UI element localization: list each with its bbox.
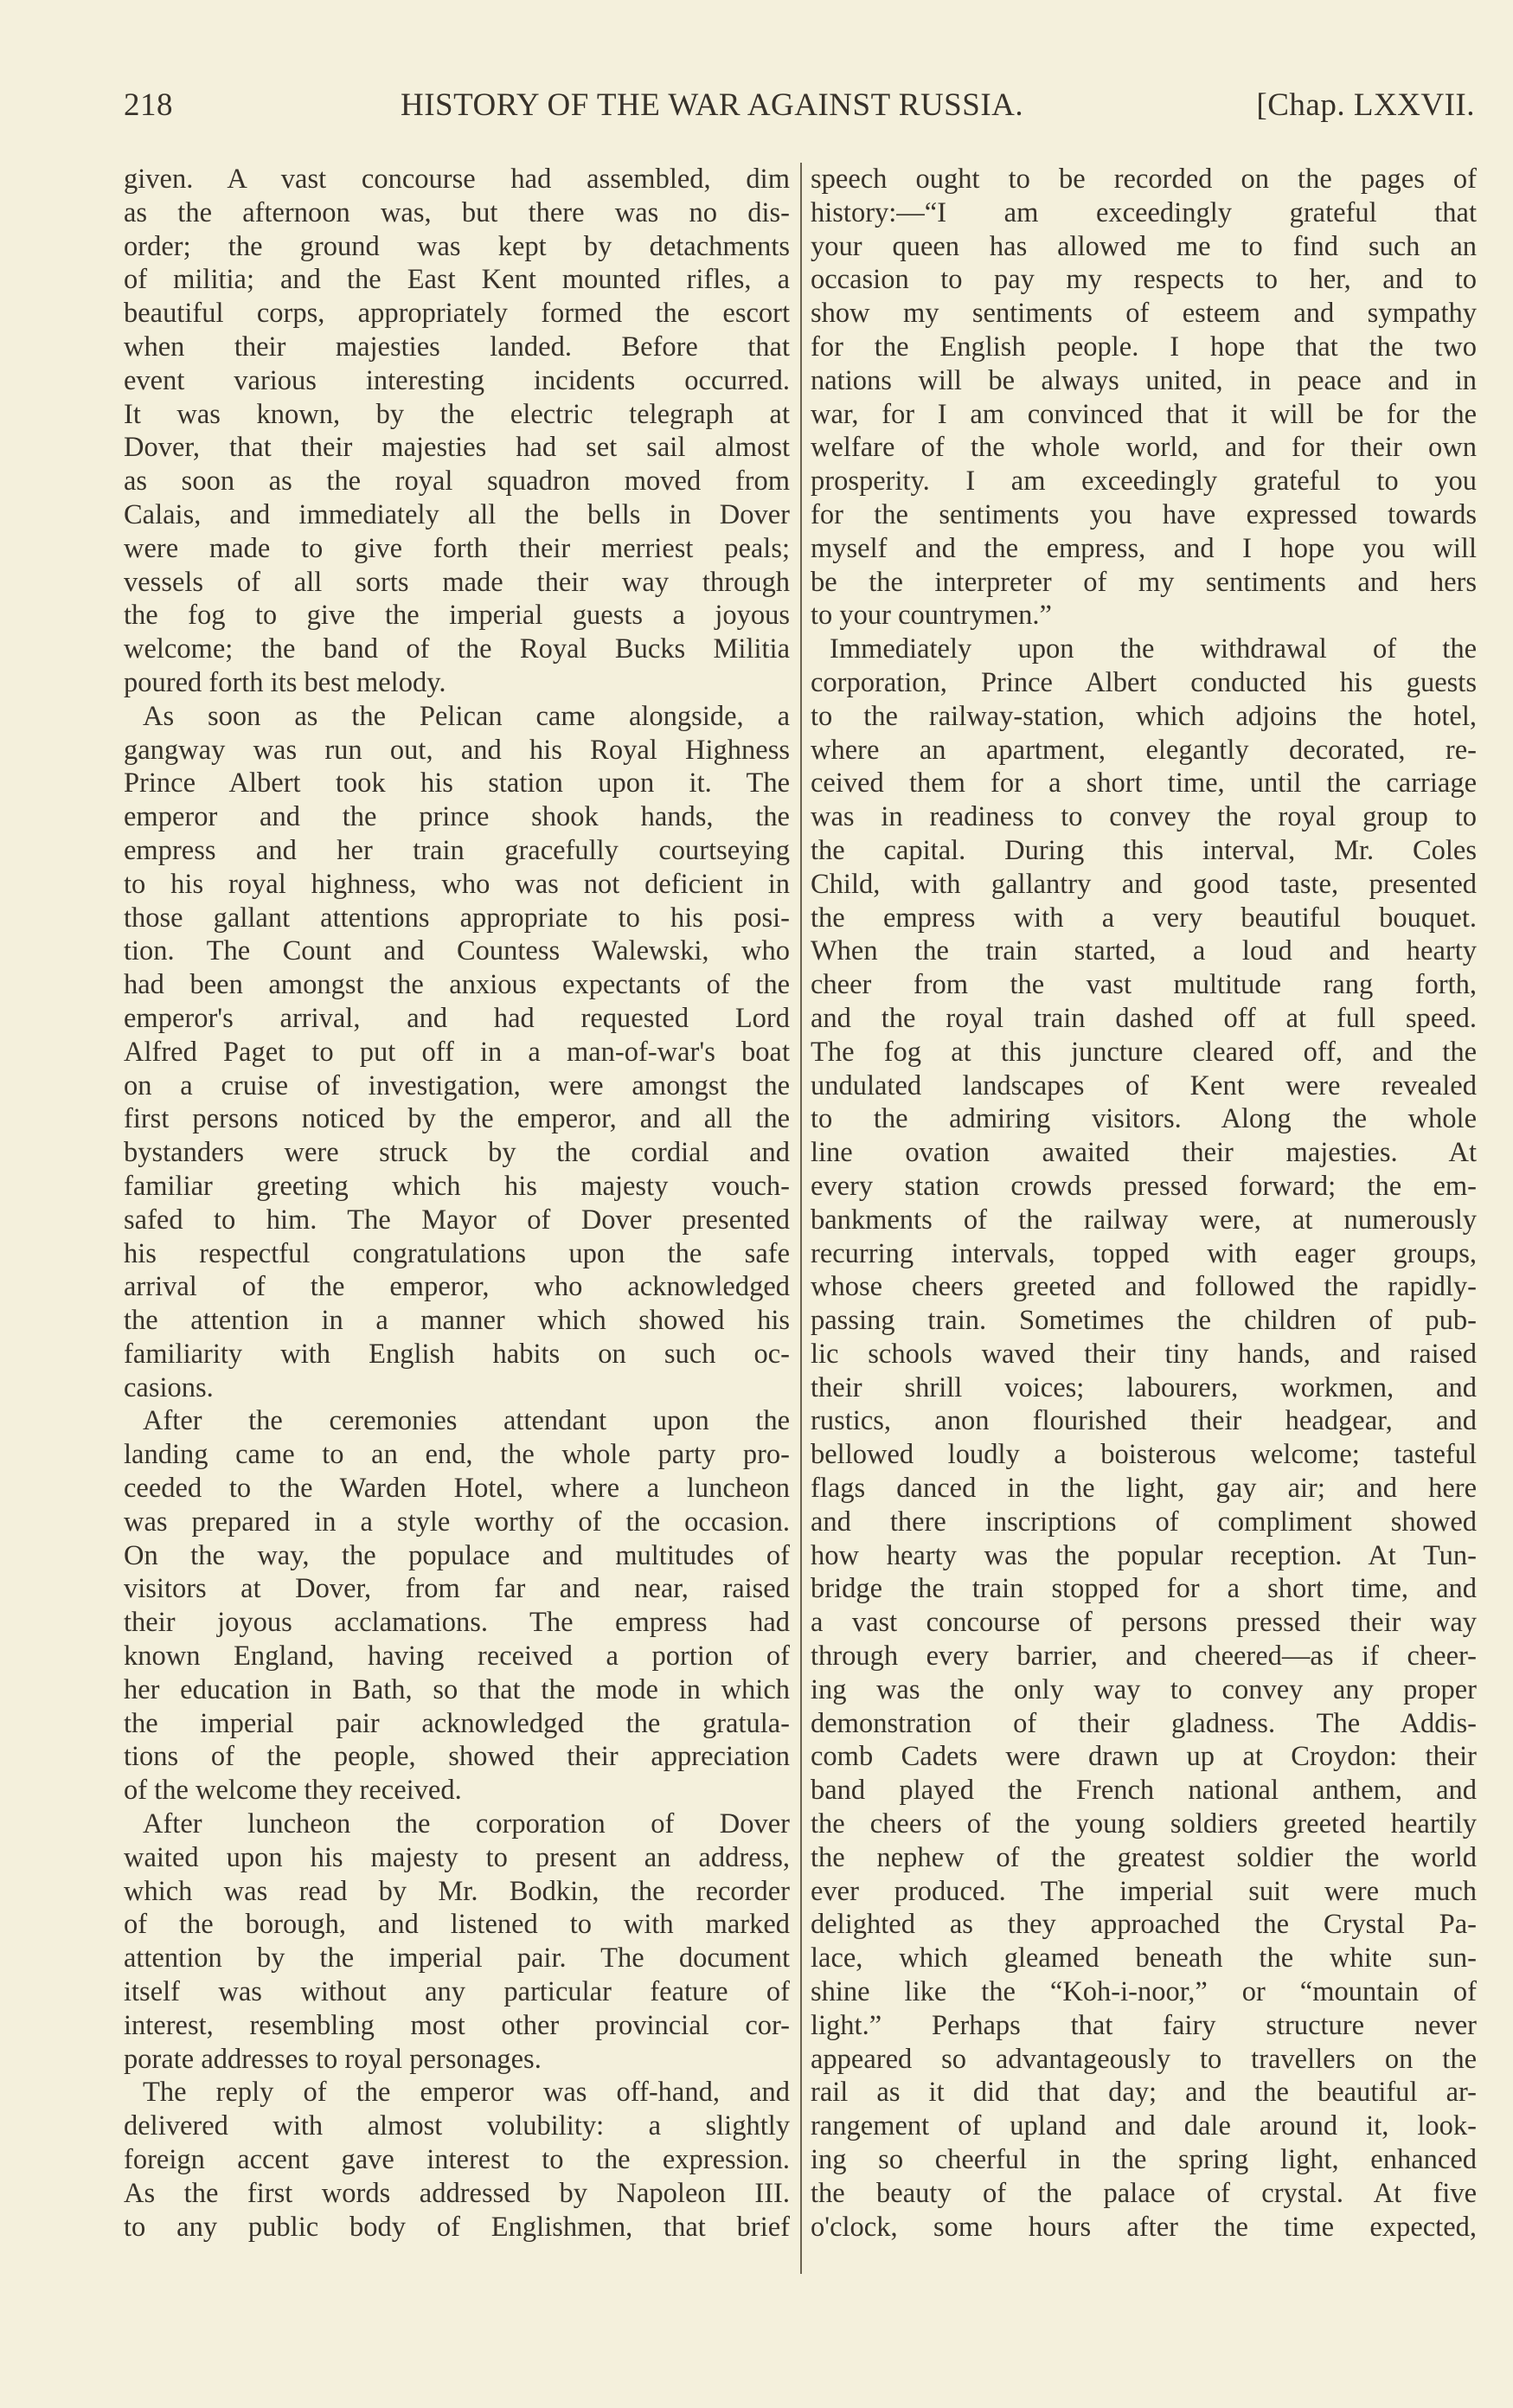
text-line: itself was without any particular feature of [124, 1976, 790, 2008]
text-line: The reply of the emperor was off-hand, and [143, 2077, 790, 2109]
text-line: was in readiness to convey the royal group to [811, 801, 1477, 833]
running-header [124, 87, 1475, 135]
text-line: emperor and the prince shook hands, the [124, 801, 790, 833]
text-line: to his royal highness, who was not deficient in [124, 868, 790, 900]
text-line: every station crowds pressed forward; the em- [811, 1170, 1477, 1202]
text-line: delighted as they approached the Crystal Pa- [811, 1909, 1477, 1941]
text-line: and there inscriptions of compliment showed [811, 1506, 1477, 1538]
text-line: the beauty of the palace of crystal. At five [811, 2177, 1477, 2209]
text-line: the cheers of the young soldiers greeted heartily [811, 1808, 1477, 1840]
text-line: casions. [124, 1371, 214, 1403]
text-line: arrival of the emperor, who acknowledged [124, 1271, 790, 1303]
text-line: comb Cadets were drawn up at Croydon: their [811, 1741, 1477, 1773]
text-line: gangway was run out, and his Royal Highness [124, 734, 790, 766]
text-line: were made to give forth their merriest peals; [124, 532, 790, 564]
text-line: to the admiring visitors. Along the whole [811, 1103, 1477, 1135]
text-line: history:—“I am exceedingly grateful that [811, 196, 1477, 228]
text-line: rustics, anon flourished their headgear, and [811, 1405, 1477, 1437]
text-line: emperor's arrival, and had requested Lord [124, 1002, 790, 1034]
text-line: known England, having received a portion of [124, 1641, 790, 1673]
text-line: porate addresses to royal personages. [124, 2043, 542, 2075]
text-line: The fog at this juncture cleared off, and the [811, 1036, 1477, 1068]
text-column-right [811, 163, 1477, 2244]
text-line: when their majesties landed. Before that [124, 331, 790, 363]
text-line: speech ought to be recorded on the pages of [811, 164, 1477, 195]
text-line: On the way, the populace and multitudes of [124, 1539, 790, 1571]
text-line: As the first words addressed by Napoleon III. [124, 2177, 790, 2209]
text-line: poured forth its best melody. [124, 666, 446, 698]
text-line: undulated landscapes of Kent were revealed [811, 1069, 1477, 1101]
text-line: lic schools waved their tiny hands, and raised [811, 1338, 1477, 1370]
text-line: passing train. Sometimes the children of pub- [811, 1305, 1477, 1337]
text-line: tions of the people, showed their appreciation [124, 1741, 790, 1773]
text-line: to the railway-station, which adjoins the hotel, [811, 700, 1477, 732]
text-line: of militia; and the East Kent mounted rifles, a [124, 264, 790, 296]
paragraph [124, 2076, 790, 2244]
text-line: foreign accent gave interest to the expression. [124, 2144, 790, 2176]
text-line: appeared so advantageously to travellers on the [811, 2043, 1477, 2075]
text-line: war, for I am convinced that it will be for the [811, 398, 1477, 430]
paragraph [124, 700, 790, 1405]
text-line: ing so cheerful in the spring light, enhanced [811, 2144, 1477, 2176]
text-line: and the royal train dashed off at full speed. [811, 1002, 1477, 1034]
paragraph [811, 633, 1477, 2244]
text-line: show my sentiments of esteem and sympathy [811, 298, 1477, 330]
paragraph [124, 163, 790, 700]
text-line: Alfred Paget to put off in a man-of-war's boat [124, 1036, 790, 1068]
text-line: their joyous acclamations. The empress had [124, 1607, 790, 1639]
paragraph [124, 1808, 790, 2076]
text-line: those gallant attentions appropriate to his posi- [124, 902, 790, 934]
text-line: Immediately upon the withdrawal of the [830, 633, 1477, 665]
text-line: It was known, by the electric telegraph at [124, 398, 790, 430]
text-line: a vast concourse of persons pressed their way [811, 1607, 1477, 1639]
text-line: for the English people. I hope that the two [811, 331, 1477, 363]
text-line: empress and her train gracefully courtseying [124, 834, 790, 866]
text-line: bridge the train stopped for a short time, and [811, 1573, 1477, 1605]
text-line: vessels of all sorts made their way through [124, 566, 790, 598]
text-line: When the train started, a loud and hearty [811, 935, 1477, 967]
text-line: Dover, that their majesties had set sail almost [124, 432, 790, 464]
text-line: rail as it did that day; and the beautiful ar- [811, 2077, 1477, 2109]
text-line: ing was the only way to convey any proper [811, 1673, 1477, 1705]
text-line: As soon as the Pelican came alongside, a [143, 700, 790, 732]
text-line: had been amongst the anxious expectants of the [124, 969, 790, 1001]
text-line: as soon as the royal squadron moved from [124, 466, 790, 498]
text-line: her education in Bath, so that the mode in which [124, 1673, 790, 1705]
text-line: their shrill voices; labourers, workmen, and [811, 1371, 1477, 1403]
text-line: o'clock, some hours after the time expected, [811, 2211, 1477, 2243]
text-line: nations will be always united, in peace and in [811, 364, 1477, 396]
text-line: rangement of upland and dale around it, look- [811, 2110, 1477, 2142]
text-line: demonstration of their gladness. The Addis- [811, 1707, 1477, 1739]
text-line: waited upon his majesty to present an address, [124, 1841, 790, 1873]
text-line: to any public body of Englishmen, that brief [124, 2211, 790, 2243]
text-line: shine like the “Koh-i-noor,” or “mountain of [811, 1976, 1477, 2008]
text-line: how hearty was the popular reception. At Tun- [811, 1539, 1477, 1571]
text-line: familiarity with English habits on such oc- [124, 1338, 790, 1370]
text-line: the fog to give the imperial guests a joyous [124, 600, 790, 632]
text-line: the imperial pair acknowledged the gratula- [124, 1707, 790, 1739]
text-line: lace, which gleamed beneath the white sun- [811, 1942, 1477, 1975]
text-line: welfare of the whole world, and for their own [811, 432, 1477, 464]
text-line: bankments of the railway were, at numerously [811, 1204, 1477, 1236]
text-line: After luncheon the corporation of Dover [143, 1808, 790, 1840]
text-line: was prepared in a style worthy of the occasion. [124, 1506, 790, 1538]
text-line: Prince Albert took his station upon it. The [124, 767, 790, 799]
paragraph [124, 1404, 790, 1808]
text-line: the attention in a manner which showed his [124, 1305, 790, 1337]
text-line: Calais, and immediately all the bells in Dover [124, 498, 790, 530]
text-line: safed to him. The Mayor of Dover presented [124, 1204, 790, 1236]
chapter-label: [Chap. LXXVII. [1256, 87, 1475, 123]
text-line: myself and the empress, and I hope you will [811, 532, 1477, 564]
text-line: which was read by Mr. Bodkin, the recorder [124, 1875, 790, 1907]
text-line: prosperity. I am exceedingly grateful to you [811, 466, 1477, 498]
text-line: order; the ground was kept by detachments [124, 230, 790, 262]
text-line: bystanders were struck by the cordial and [124, 1137, 790, 1169]
text-line: ceeded to the Warden Hotel, where a luncheon [124, 1473, 790, 1505]
text-line: delivered with almost volubility: a slightly [124, 2110, 790, 2142]
text-line: cheer from the vast multitude rang forth, [811, 969, 1477, 1001]
text-line: the capital. During this interval, Mr. Coles [811, 834, 1477, 866]
text-line: ceived them for a short time, until the carriage [811, 767, 1477, 799]
text-line: attention by the imperial pair. The document [124, 1942, 790, 1975]
text-line: through every barrier, and cheered—as if cheer- [811, 1641, 1477, 1673]
text-line: recurring intervals, topped with eager groups, [811, 1237, 1477, 1269]
text-line: corporation, Prince Albert conducted his guests [811, 666, 1477, 698]
text-line: light.” Perhaps that fairy structure never [811, 2009, 1477, 2041]
text-line: as the afternoon was, but there was no dis- [124, 196, 790, 228]
text-line: the empress with a very beautiful bouquet. [811, 902, 1477, 934]
text-line: given. A vast concourse had assembled, dim [124, 164, 790, 195]
text-line: of the borough, and listened to with marked [124, 1909, 790, 1941]
text-line: line ovation awaited their majesties. At [811, 1137, 1477, 1169]
text-line: band played the French national anthem, and [811, 1775, 1477, 1807]
text-line: tion. The Count and Countess Walewski, who [124, 935, 790, 967]
text-line: for the sentiments you have expressed towards [811, 498, 1477, 530]
running-title: HISTORY OF THE WAR AGAINST RUSSIA. [401, 87, 1024, 123]
text-line: where an apartment, elegantly decorated, re- [811, 734, 1477, 766]
text-line: of the welcome they received. [124, 1775, 462, 1807]
text-line: your queen has allowed me to find such an [811, 230, 1477, 262]
text-line: his respectful congratulations upon the safe [124, 1237, 790, 1269]
text-line: flags danced in the light, gay air; and here [811, 1473, 1477, 1505]
text-line: beautiful corps, appropriately formed the escort [124, 298, 790, 330]
text-line: Child, with gallantry and good taste, presented [811, 868, 1477, 900]
text-line: ever produced. The imperial suit were much [811, 1875, 1477, 1907]
text-line: on a cruise of investigation, were amongst the [124, 1069, 790, 1101]
text-line: whose cheers greeted and followed the rapidly- [811, 1271, 1477, 1303]
text-line: welcome; the band of the Royal Bucks Militia [124, 633, 790, 665]
text-line: familiar greeting which his majesty vouch- [124, 1170, 790, 1202]
text-line: event various interesting incidents occurred. [124, 364, 790, 396]
text-line: to your countrymen.” [811, 600, 1052, 632]
text-line: After the ceremonies attendant upon the [143, 1405, 790, 1437]
column-divider [800, 163, 802, 2274]
text-line: be the interpreter of my sentiments and hers [811, 566, 1477, 598]
text-line: first persons noticed by the emperor, and all the [124, 1103, 790, 1135]
text-line: occasion to pay my respects to her, and to [811, 264, 1477, 296]
text-line: visitors at Dover, from far and near, raised [124, 1573, 790, 1605]
text-line: interest, resembling most other provincial cor- [124, 2009, 790, 2041]
text-column-left [124, 163, 790, 2244]
page-number: 218 [124, 87, 173, 123]
text-line: the nephew of the greatest soldier the world [811, 1841, 1477, 1873]
text-line: landing came to an end, the whole party pro- [124, 1439, 790, 1471]
text-line: bellowed loudly a boisterous welcome; tasteful [811, 1439, 1477, 1471]
paragraph [811, 163, 1477, 633]
